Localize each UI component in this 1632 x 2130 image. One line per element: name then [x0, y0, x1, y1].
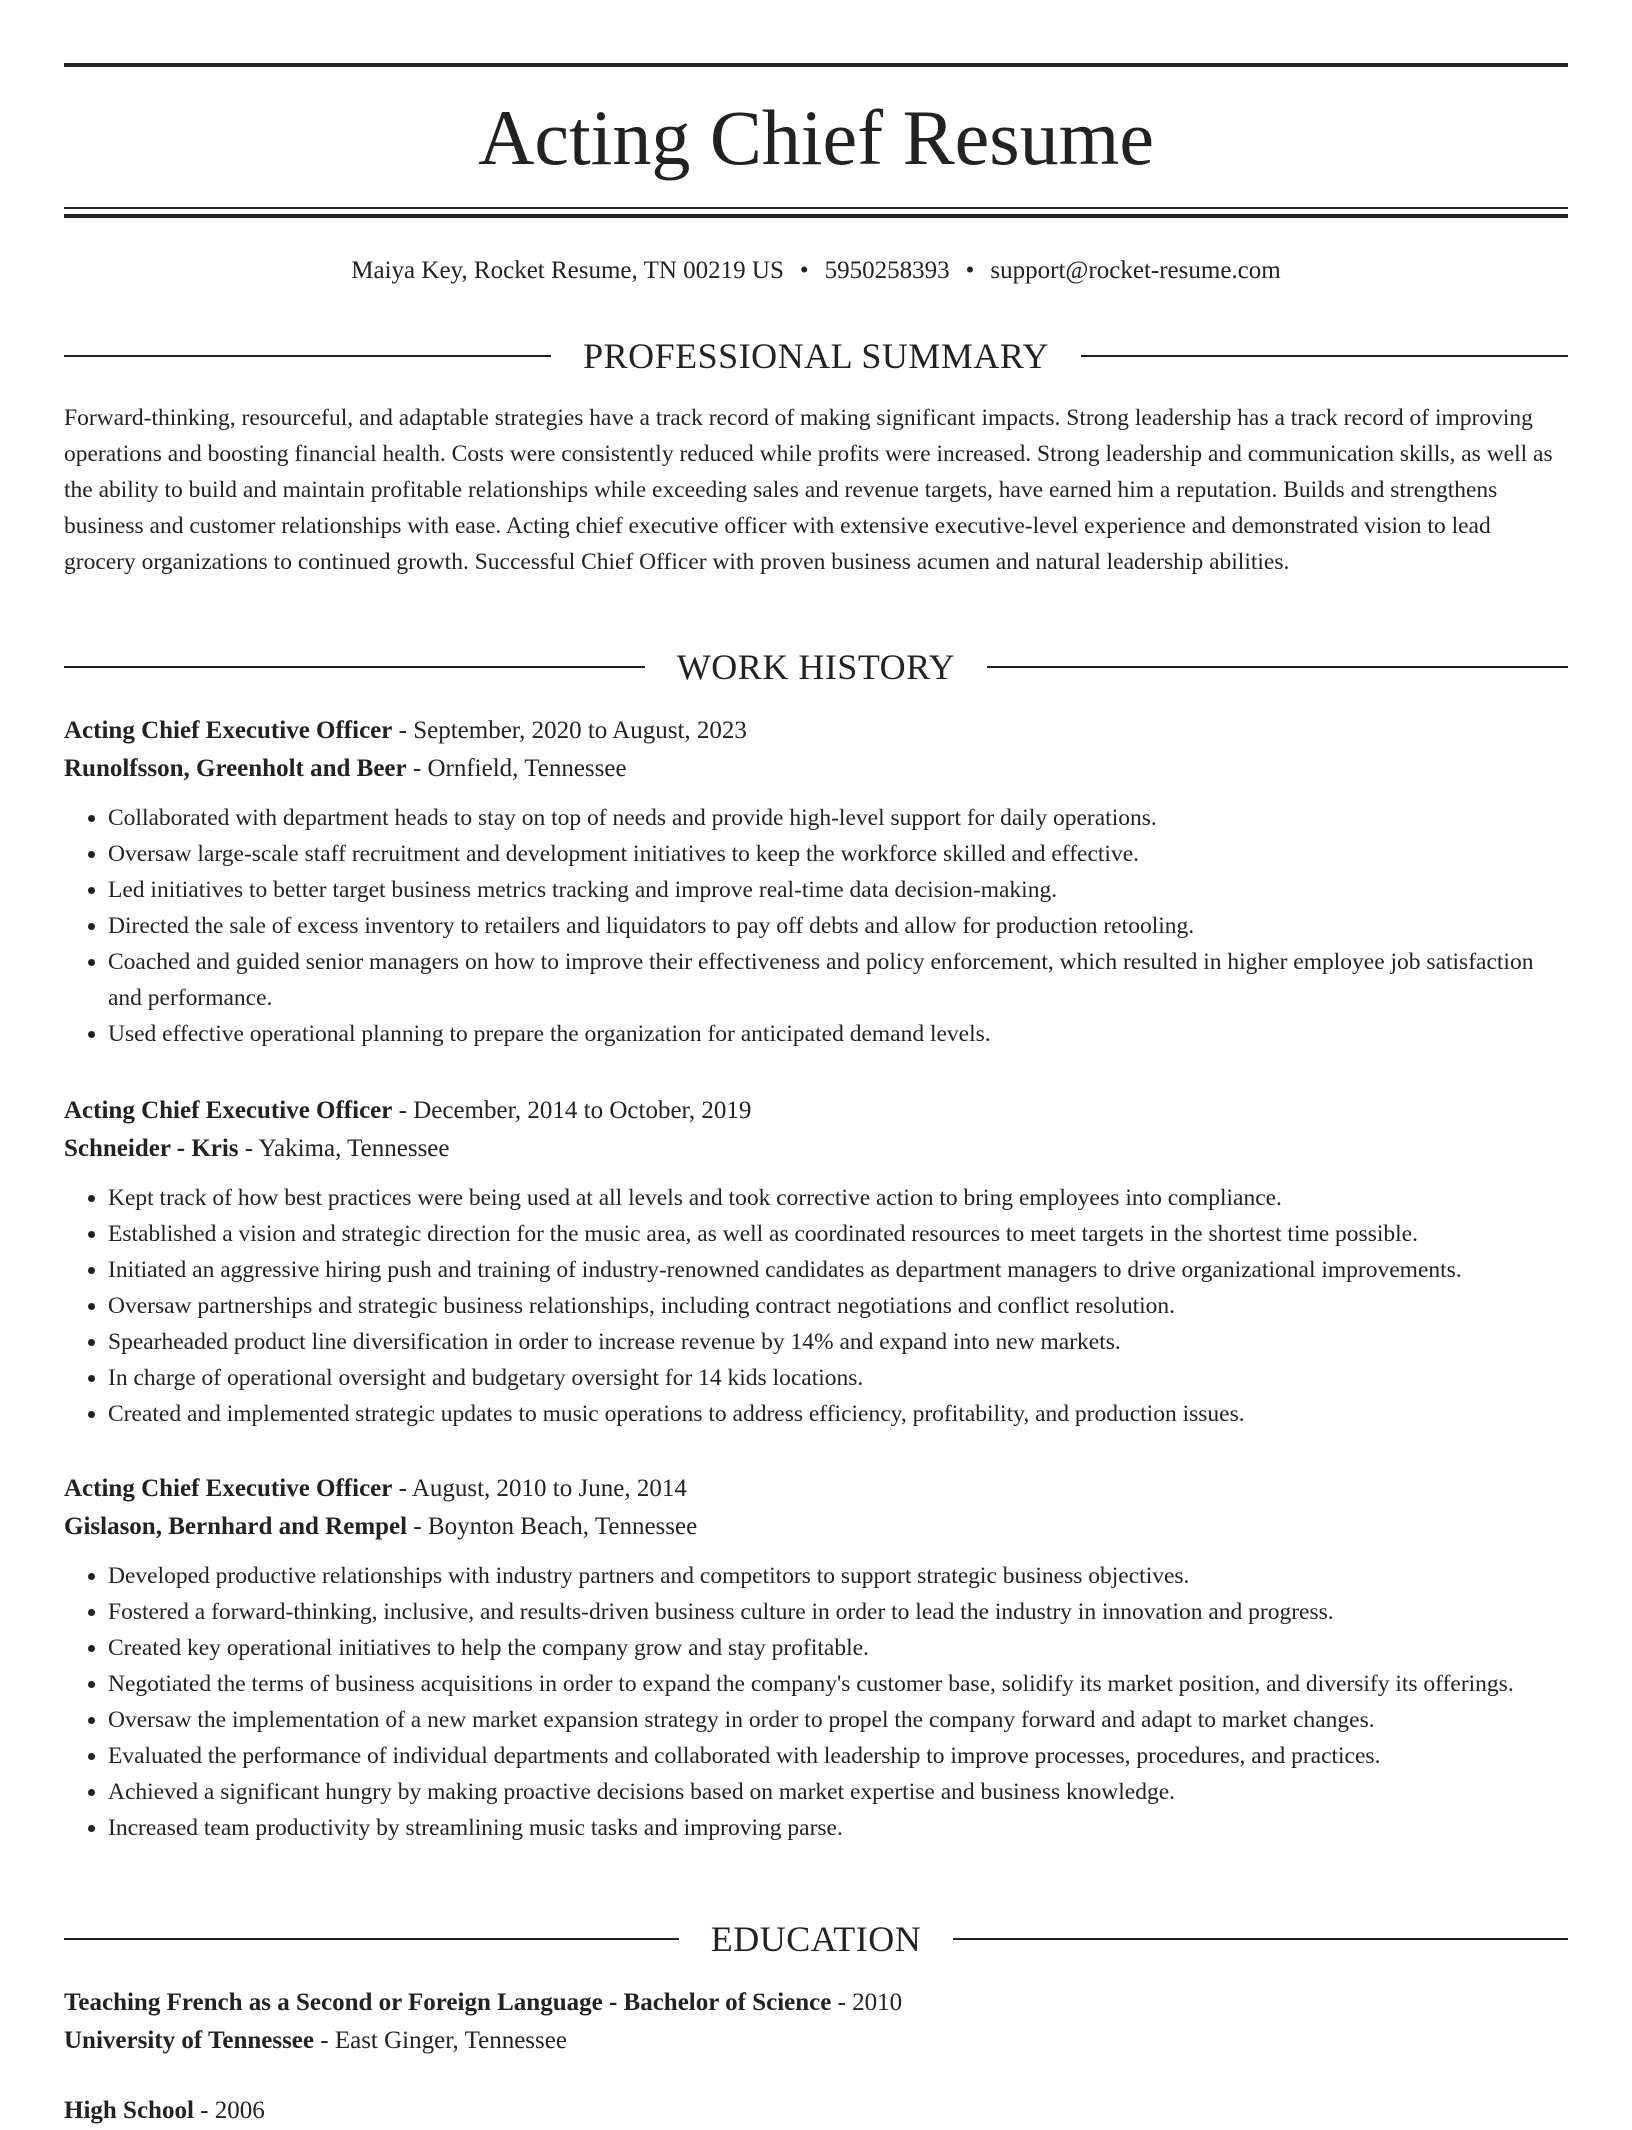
duty-item: • In charge of operational oversight and budgetary oversight for 14 kids locations. [108, 1360, 1568, 1396]
duty-item: • Evaluated the performance of individual departments and collaborated with leadership to improve processes, procedures, and practices. [108, 1738, 1568, 1774]
duty-item: • Directed the sale of excess inventory to retailers and liquidators to pay off debts and allow for production retooling. [108, 908, 1568, 944]
job-location: - Yakima, Tennessee [238, 1135, 450, 1162]
duty-item: • Coached and guided senior managers on how to improve their effectiveness and policy enforcement, which resulted in higher employee job satisfaction and performance. [108, 944, 1568, 1016]
job-company-line [64, 1130, 1568, 1168]
heading-rule-left [64, 666, 645, 668]
duty-item: • Collaborated with department heads to stay on top of needs and provide high-level support for daily operations. [108, 800, 1568, 836]
duty-item: • Established a vision and strategic direction for the music area, as well as coordinated resources to meet targets in the shortest time possible. [108, 1216, 1568, 1252]
title-bottom-rule-thin [64, 207, 1568, 209]
heading-rule-right [987, 666, 1568, 668]
school-name: University of Tennessee [64, 2027, 314, 2054]
page-title: Acting Chief Resume [478, 94, 1154, 181]
duty-item: • Created and implemented strategic updates to music operations to address efficiency, profitability, and production issues. [108, 1396, 1568, 1432]
degree-year: - 2006 [193, 2097, 265, 2124]
contact-phone: 5950258393 [824, 257, 950, 284]
duty-item: • Fostered a forward-thinking, inclusive, and results-driven business culture in order to lead the industry in innovation and progress. [108, 1594, 1568, 1630]
education-entry [64, 2092, 1568, 2130]
degree-line [64, 2092, 1568, 2130]
duty-item: • Oversaw the implementation of a new market expansion strategy in order to propel the company forward and adapt to market changes. [108, 1702, 1568, 1738]
contact-separator: • [799, 257, 809, 284]
duty-list [64, 1180, 1568, 1432]
duty-item: • Created key operational initiatives to help the company grow and stay profitable. [108, 1630, 1568, 1666]
contact-email: support@rocket-resume.com [990, 257, 1281, 284]
job-location: - Boynton Beach, Tennessee [407, 1513, 698, 1540]
job-dates: - December, 2014 to October, 2019 [392, 1097, 752, 1124]
duty-list [64, 800, 1568, 1052]
education-entry [64, 1984, 1568, 2060]
section-heading-education [64, 1917, 1568, 1961]
summary-text: Forward-thinking, resourceful, and adaptable strategies have a track record of making significant impacts. Strong leadership has a track record of improving operations and boosting financial health. Costs were consistently reduced while profits were increased. Strong leadership and communication skills, as well as the ability to build and maintain profitable relationships while exceeding sales and revenue targets, have earned him a reputation. Builds and strengthens business and customer relationships with ease. Acting chief executive officer with extensive executive-level experience and demonstrated vision to lead grocery organizations to continued growth. Successful Chief Officer with proven business acumen and natural leadership abilities. [64, 405, 1553, 575]
heading-rule-right [953, 1938, 1568, 1940]
degree-year: - 2010 [831, 1989, 903, 2016]
degree-name: High School [64, 2097, 194, 2124]
section-heading-summary [64, 334, 1568, 378]
duty-list [64, 1558, 1568, 1846]
duty-item: • Oversaw large-scale staff recruitment and development initiatives to keep the workforce skilled and effective. [108, 836, 1568, 872]
job-title-line [64, 1470, 1568, 1508]
job-title: Acting Chief Executive Officer [64, 1475, 393, 1502]
duty-item: • Led initiatives to better target business metrics tracking and improve real-time data decision-making. [108, 872, 1568, 908]
job-company: Gislason, Bernhard and Rempel [64, 1513, 408, 1540]
duty-item: • Oversaw partnerships and strategic business relationships, including contract negotiations and conflict resolution. [108, 1288, 1568, 1324]
duty-item: • Initiated an aggressive hiring push and training of industry-renowned candidates as department managers to drive organizational improvements. [108, 1252, 1568, 1288]
job-company: Schneider - Kris [64, 1135, 239, 1162]
job-dates: - August, 2010 to June, 2014 [392, 1475, 687, 1502]
job-title: Acting Chief Executive Officer [64, 1097, 393, 1124]
degree-name: Teaching French as a Second or Foreign Language - Bachelor of Science [64, 1989, 832, 2016]
title-top-rule [64, 63, 1568, 67]
contact-line [64, 256, 1568, 286]
duty-item: • Developed productive relationships with industry partners and competitors to support strategic business objectives. [108, 1558, 1568, 1594]
duty-item: • Kept track of how best practices were being used at all levels and took corrective action to bring employees into compliance. [108, 1180, 1568, 1216]
duty-item: • Achieved a significant hungry by making proactive decisions based on market expertise and business knowledge. [108, 1774, 1568, 1810]
duty-item: • Increased team productivity by streamlining music tasks and improving parse. [108, 1810, 1568, 1846]
heading-rule-left [64, 355, 551, 357]
title-bottom-rule-thick [64, 214, 1568, 218]
job-entry [64, 1470, 1568, 1846]
contact-separator: • [965, 257, 975, 284]
heading-rule-right [1081, 355, 1568, 357]
education-heading: EDUCATION [710, 1919, 922, 1959]
job-location: - Ornfield, Tennessee [406, 755, 627, 782]
job-company: Runolfsson, Greenholt and Beer [64, 755, 407, 782]
job-title-line [64, 1092, 1568, 1130]
degree-line [64, 1984, 1568, 2022]
duty-item: • Negotiated the terms of business acquisitions in order to expand the company's customer base, solidify its market position, and diversify its offerings. [108, 1666, 1568, 1702]
section-heading-work [64, 645, 1568, 689]
heading-rule-left [64, 1938, 679, 1940]
duty-item: • Used effective operational planning to prepare the organization for anticipated demand levels. [108, 1016, 1568, 1052]
school-location: - East Ginger, Tennessee [314, 2027, 567, 2054]
job-dates: - September, 2020 to August, 2023 [392, 717, 747, 744]
contact-address: Maiya Key, Rocket Resume, TN 00219 US [351, 257, 784, 284]
job-entry [64, 1092, 1568, 1432]
summary-section [64, 400, 1568, 580]
school-line [64, 2022, 1568, 2060]
duty-item: • Spearheaded product line diversification in order to increase revenue by 14% and expand into new markets. [108, 1324, 1568, 1360]
job-entry [64, 712, 1568, 1052]
job-company-line [64, 750, 1568, 788]
work-heading: WORK HISTORY [676, 647, 956, 687]
summary-heading: PROFESSIONAL SUMMARY [583, 336, 1049, 376]
job-title-line [64, 712, 1568, 750]
job-title: Acting Chief Executive Officer [64, 717, 393, 744]
job-company-line [64, 1508, 1568, 1546]
